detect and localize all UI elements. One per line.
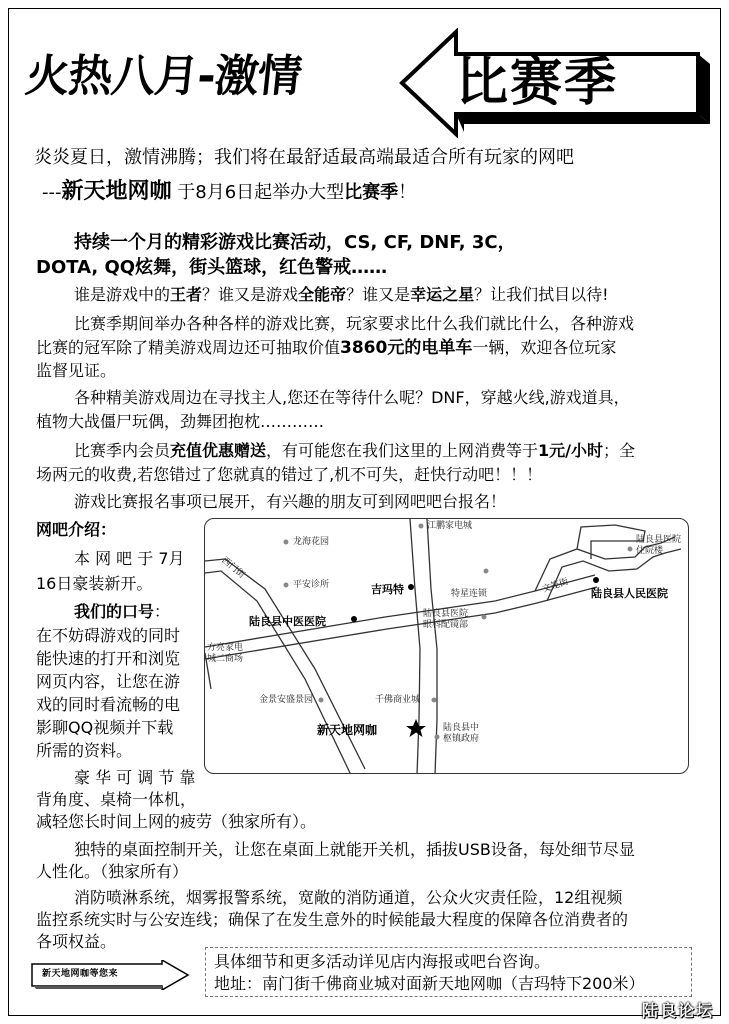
footer-address: 地址：南门街千佛商业城对面新天地网咖（吉玛特下200米） (214, 974, 645, 993)
map-label-ximen: 西门街 (219, 555, 247, 581)
slogan-line: 所需的资料。 (36, 741, 133, 760)
map-label-tese: 特星连锁 (451, 589, 488, 599)
map-label-hospital-ward: 陆良县医院 住院楼 (636, 535, 682, 556)
map-label-wenhua: 文笼街 (540, 577, 570, 595)
map-label-jimate: 吉玛特 (371, 583, 404, 596)
poster-title: 火热八月-激情 (22, 51, 304, 102)
star-icon (406, 719, 426, 737)
cafe-open2: 16日豪装新开。 (36, 574, 153, 593)
merch-line2: 植物大战僵尸玩偶，劲舞团抱枕………… (36, 412, 325, 431)
games-line1: 持续一个月的精彩游戏比赛活动，CS, CF, DNF, 3C， (74, 232, 516, 253)
desk-line1: 独特的桌面控制开关，让您在桌面上就能开关机，插拔USB设备，每处细节尽显 (74, 840, 635, 859)
cafe-heading: 网吧介绍： (36, 520, 117, 539)
map-label-cafe: 新天地网咖 (317, 723, 378, 737)
slogan-line: 影聊QQ视频并下载 (36, 718, 174, 737)
map-label-pingan: 平安诊所 (293, 580, 330, 590)
slogan-line: 在不妨碍游戏的同时 (36, 626, 181, 645)
watermark: 陆良论坛 (642, 1001, 715, 1020)
slogan-line: 戏的同时看流畅的电 (36, 695, 181, 714)
map-label-optical: 陆良县医院 眼科配镜部 (423, 609, 469, 630)
location-map[interactable] (204, 518, 689, 774)
map-label-qianfo: 千佛商业城 (375, 695, 421, 705)
map-label-people-hospital: 陆良县人民医院 (591, 587, 668, 600)
map-label-fangxing: 方亮家电 城二商场 (207, 643, 244, 664)
member-line2: 场两元的收费,若您错过了您就真的错过了,机不可失，赶快行动吧！！！ (36, 465, 543, 484)
intro-line2: ---新天地网咖 于8月6日起举办大型比赛季！ (42, 179, 417, 204)
fire-line1: 消防喷淋系统，烟雾报警系统，宽敞的消防通道，公众火灾责任险，12组视频 (74, 888, 623, 907)
intro-line1: 炎炎夏日，激情沸腾；我们将在最舒适最高端最适合所有玩家的网吧 (34, 147, 574, 168)
cafe-open1: 本 网 吧 于 7月 (74, 549, 185, 568)
signup-line: 游戏比赛报名事项已展开，有兴趣的朋友可到网吧吧台报名！ (74, 492, 507, 511)
map-label-govt: 陆良县中 枢镇政府 (443, 723, 480, 744)
slogan-line: 网页内容，让您在游 (36, 672, 181, 691)
cafe-name: 新天地网咖 (61, 179, 172, 204)
arrow-title: 比赛季 (456, 53, 619, 113)
map-label-longhai: 龙海花园 (293, 537, 330, 547)
slogan-line: 能快速的打开和浏览 (36, 649, 181, 668)
desk-line2: 人性化。（独家所有） (36, 862, 189, 881)
prize-line1: 比赛季期间举办各种各样的游戏比赛，玩家要求比什么我们就比什么，各种游戏 (74, 314, 635, 333)
footer-badge: 新天地网咖等您来 (42, 969, 119, 979)
map-label-jinjing: 金景安盛景园 (259, 695, 314, 705)
fire-line3: 各项权益。 (36, 932, 117, 951)
map-label-tcm-hospital: 陆良县中医医院 (249, 615, 326, 628)
member-line1: 比赛季内会员充值优惠赠送，有可能您在我们这里的上网消费等于1元/小时；全 (74, 441, 636, 460)
footer-line1: 具体细节和更多活动详见店内海报或吧台咨询。 (214, 952, 551, 971)
games-line2: DOTA, QQ炫舞，街头篮球，红色警戒…… (36, 257, 388, 278)
fire-line2: 监控系统实时与公安连线；确保了在发生意外的时候能最大程度的保障各位消费者的 (36, 910, 629, 929)
map-label-jiangpeng: 江鹏家电城 (427, 521, 473, 531)
chair-line2: 背角度、桌椅一体机， (36, 790, 197, 809)
chair-line3: 减轻您长时间上网的疲劳（独家所有）。 (36, 812, 317, 831)
para-who: 谁是游戏中的王者？谁又是游戏全能帝？谁又是幸运之星？让我们拭目以待! (74, 285, 609, 304)
merch-line1: 各种精美游戏周边在寻找主人,您还在等待什么呢？DNF，穿越火线,游戏道具， (74, 388, 630, 407)
chair-line1: 豪 华 可 调 节 靠 (74, 768, 196, 787)
prize-line3: 监督见证。 (36, 361, 117, 380)
prize-line2: 比赛的冠军除了精美游戏周边还可抽取价值3860元的电单车一辆，欢迎各位玩家 (36, 338, 617, 358)
slogan-heading: 我们的口号： (74, 602, 171, 621)
